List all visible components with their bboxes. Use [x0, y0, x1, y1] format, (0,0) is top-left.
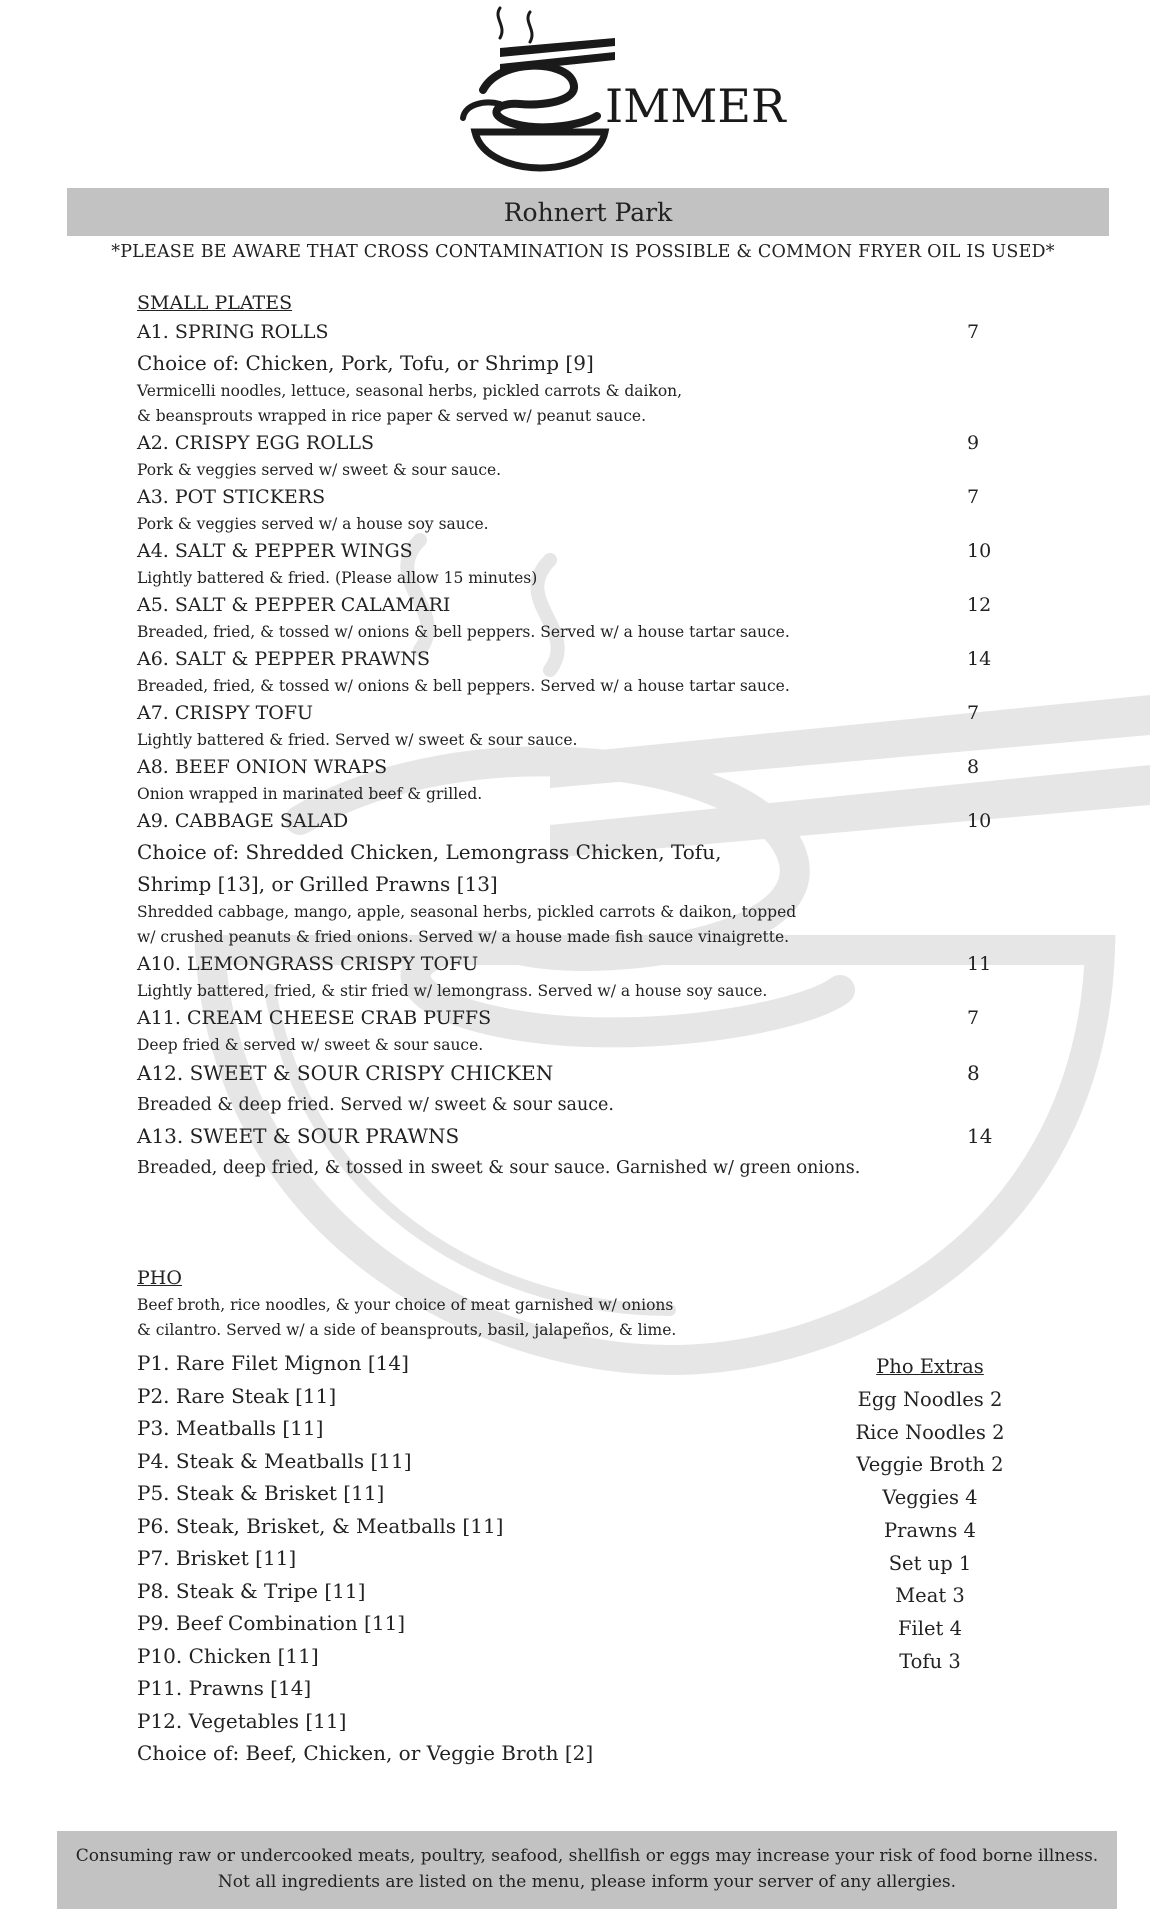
menu-item [137, 699, 1037, 753]
item-price: 11 [967, 953, 992, 975]
item-price: 9 [967, 432, 980, 454]
menu-item [137, 950, 1037, 1004]
item-price: 8 [967, 1061, 980, 1085]
item-name: A6. SALT & PEPPER PRAWNS [137, 648, 431, 670]
pho-extra-item: Rice Noodles 2 [855, 1420, 1005, 1444]
item-description: Pork & veggies served w/ a house soy sauce. [137, 515, 489, 533]
item-choice: Shrimp [13], or Grilled Prawns [13] [137, 872, 498, 896]
footer-line-2: Not all ingredients are listed on the menu, please inform your server of any allergies. [217, 1872, 957, 1892]
pho-extra-item: Set up 1 [888, 1551, 972, 1575]
item-description: Onion wrapped in marinated beef & grilled. [137, 785, 483, 803]
item-price: 8 [967, 756, 980, 778]
item-description: Lightly battered & fried. (Please allow 15 minutes) [137, 569, 538, 587]
location-banner [67, 188, 1109, 236]
menu-item [137, 753, 1037, 807]
pho-item: P8. Steak & Tripe [11] [137, 1578, 366, 1603]
pho-extra-item: Prawns 4 [884, 1518, 976, 1542]
pho-item: P10. Chicken [11] [137, 1643, 319, 1668]
item-choice: Choice of: Chicken, Pork, Tofu, or Shrimp [9] [137, 351, 594, 375]
item-description: Pork & veggies served w/ sweet & sour sauce. [137, 461, 502, 479]
item-description: Breaded & deep fried. Served w/ sweet & sour sauce. [137, 1095, 614, 1115]
item-description: Breaded, fried, & tossed w/ onions & bell peppers. Served w/ a house tartar sauce. [137, 677, 790, 695]
pho-extra-item: Filet 4 [898, 1616, 962, 1640]
item-name: A2. CRISPY EGG ROLLS [137, 432, 375, 454]
pho-extra-item: Meat 3 [895, 1584, 965, 1608]
item-price: 7 [967, 702, 980, 724]
item-description: Vermicelli noodles, lettuce, seasonal herbs, pickled carrots & daikon, [137, 382, 683, 400]
pho-item: P11. Prawns [14] [137, 1676, 312, 1700]
location-name: Rohnert Park [503, 197, 673, 227]
pho-extras-heading: Pho Extras [876, 1355, 984, 1378]
small-plates-list [137, 318, 1037, 1184]
item-price: 14 [967, 1124, 993, 1148]
pho-item: P7. Brisket [11] [137, 1546, 297, 1570]
item-price: 7 [967, 486, 980, 508]
pho-extras [845, 1350, 1015, 1678]
pho-extra-item: Egg Noodles 2 [857, 1388, 1003, 1411]
simmer-logo [445, 0, 786, 170]
menu-item [137, 591, 1037, 645]
item-description: Lightly battered, fried, & stir fried w/ lemongrass. Served w/ a house soy sauce. [137, 982, 768, 1000]
item-description: Breaded, deep fried, & tossed in sweet & sour sauce. Garnished w/ green onions. [137, 1158, 861, 1178]
pho-item: P12. Vegetables [11] [137, 1708, 347, 1733]
item-name: A8. BEEF ONION WRAPS [137, 756, 388, 778]
menu-item [137, 1004, 1037, 1058]
menu-item [137, 1121, 1037, 1184]
footer-line-1: Consuming raw or undercooked meats, poultry, seafood, shellfish or eggs may increase your risk of food borne illness. [75, 1846, 1099, 1866]
item-price: 7 [967, 321, 980, 343]
pho-item: P1. Rare Filet Mignon [14] [137, 1351, 409, 1375]
allergy-notice: *PLEASE BE AWARE THAT CROSS CONTAMINATION IS POSSIBLE & COMMON FRYER OIL IS USED* [111, 242, 1055, 262]
pho-extra-item: Veggie Broth 2 [856, 1453, 1004, 1477]
item-name: A12. SWEET & SOUR CRISPY CHICKEN [137, 1061, 554, 1085]
menu-item [137, 318, 1037, 429]
pho-item: P3. Meatballs [11] [137, 1416, 324, 1440]
pho-item: Choice of: Beef, Chicken, or Veggie Broth [2] [137, 1741, 594, 1765]
pho-extras-list [845, 1384, 1015, 1678]
item-choice: Choice of: Shredded Chicken, Lemongrass Chicken, Tofu, [137, 840, 722, 864]
item-price: 10 [967, 810, 992, 832]
food-safety-footer [57, 1831, 1117, 1909]
pho-extra-item: Tofu 3 [899, 1649, 961, 1673]
item-name: A3. POT STICKERS [137, 486, 326, 508]
item-description: Shredded cabbage, mango, apple, seasonal herbs, pickled carrots & daikon, topped [137, 903, 797, 921]
item-price: 7 [967, 1007, 980, 1029]
item-description: & beansprouts wrapped in rice paper & served w/ peanut sauce. [137, 407, 647, 425]
pho-item: P9. Beef Combination [11] [137, 1611, 406, 1635]
pho-description-line: Beef broth, rice noodles, & your choice of meat garnished w/ onions [137, 1296, 674, 1314]
item-description: w/ crushed peanuts & fried onions. Served w/ a house made fish sauce vinaigrette. [137, 928, 790, 946]
pho-item: P5. Steak & Brisket [11] [137, 1481, 385, 1505]
item-price: 10 [967, 540, 992, 562]
item-name: A11. CREAM CHEESE CRAB PUFFS [137, 1007, 492, 1029]
item-price: 12 [967, 594, 992, 616]
pho-heading: PHO [137, 1267, 182, 1289]
brand-name: IMMER [605, 79, 786, 133]
pho-item: P2. Rare Steak [11] [137, 1383, 337, 1408]
menu-item [137, 645, 1037, 699]
item-name: A13. SWEET & SOUR PRAWNS [137, 1124, 460, 1148]
menu-item [137, 429, 1037, 483]
menu-item [137, 1058, 1037, 1121]
item-description: Deep fried & served w/ sweet & sour sauce. [137, 1036, 484, 1054]
item-price: 14 [967, 648, 992, 670]
item-name: A1. SPRING ROLLS [137, 321, 329, 343]
item-description: Breaded, fried, & tossed w/ onions & bell peppers. Served w/ a house tartar sauce. [137, 623, 790, 641]
pho-item: P6. Steak, Brisket, & Meatballs [11] [137, 1513, 504, 1538]
item-name: A10. LEMONGRASS CRISPY TOFU [137, 953, 479, 975]
small-plates-section [137, 288, 1037, 1184]
pho-extra-item: Veggies 4 [882, 1486, 978, 1510]
item-description: Lightly battered & fried. Served w/ sweet & sour sauce. [137, 731, 578, 749]
pho-item: P4. Steak & Meatballs [11] [137, 1448, 412, 1473]
small-plates-heading: SMALL PLATES [137, 292, 293, 314]
menu-item [137, 537, 1037, 591]
item-name: A4. SALT & PEPPER WINGS [137, 540, 413, 562]
menu-item [137, 483, 1037, 537]
pho-description [137, 1293, 1037, 1343]
menu-item [137, 807, 1037, 950]
item-name: A7. CRISPY TOFU [137, 702, 314, 724]
item-name: A5. SALT & PEPPER CALAMARI [137, 594, 451, 616]
pho-description-line: & cilantro. Served w/ a side of beansprouts, basil, jalapeños, & lime. [137, 1321, 677, 1339]
item-name: A9. CABBAGE SALAD [137, 810, 349, 832]
